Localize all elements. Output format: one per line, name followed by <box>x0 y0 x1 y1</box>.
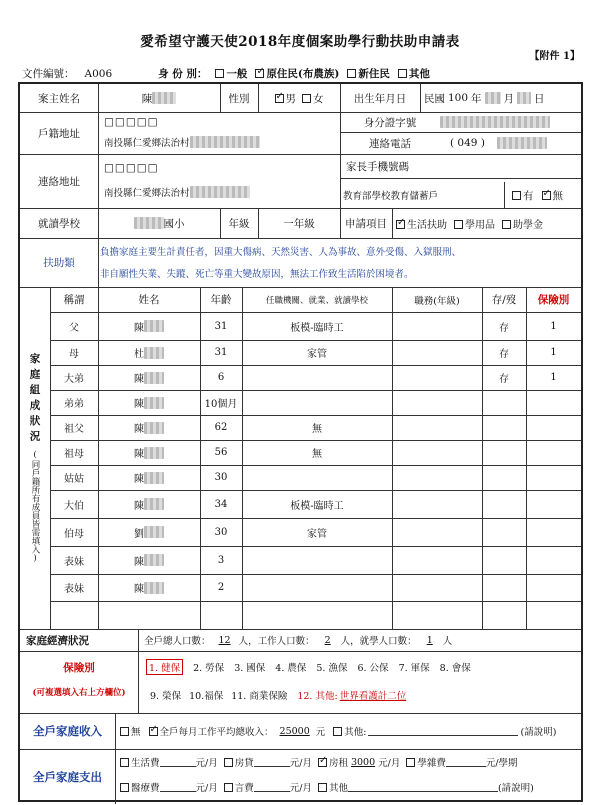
header-relation: 稱謂 <box>63 294 85 306</box>
edu-account-label: 教育部學校教育儲蓄戶 <box>343 191 439 202</box>
id-label: 身分證字號 <box>363 116 417 129</box>
checkbox[interactable] <box>120 758 129 767</box>
contact-address: 南投縣仁愛鄉法治村 <box>104 184 340 200</box>
checkbox[interactable] <box>398 69 407 78</box>
id-value <box>440 112 581 132</box>
gender-label: 性別 <box>228 92 250 105</box>
apply-living-aid[interactable]: ✓ 生活扶助 <box>396 216 447 231</box>
checkbox[interactable] <box>333 727 342 736</box>
redacted-name <box>144 526 164 538</box>
insurance-row-1: 1. 健保 2. 勞保 3. 國保 4. 農保 5. 漁保 6. 公保 7. 軍保 8. 會保 <box>146 656 576 678</box>
member-relation: 姑姑 <box>64 474 84 485</box>
member-position <box>392 574 482 601</box>
member-relation: 表妹 <box>64 584 84 595</box>
header-insurance: 保險別 <box>537 294 570 306</box>
expense-mortgage[interactable]: 房貸 <box>224 755 254 769</box>
checkbox[interactable] <box>224 783 233 792</box>
member-work: 家管 <box>307 349 327 360</box>
household-postal: □□□□□ <box>104 116 159 128</box>
member-work <box>242 574 392 601</box>
phone-label: 連絡電話 <box>369 137 411 150</box>
edu-none-option[interactable]: ✓ 無 <box>542 188 564 203</box>
household-address: 南投縣仁愛鄉法治村 <box>104 134 340 150</box>
checkbox-checked[interactable] <box>396 220 405 229</box>
economy-counts: 全戶總人口數： 12 人，工作人口數： 2 人，就學人口數： 1 人 <box>144 634 453 647</box>
member-alive: 存 <box>499 322 509 334</box>
member-name: 陳 <box>98 465 200 490</box>
redacted-name <box>144 422 164 434</box>
checkbox[interactable] <box>120 727 129 736</box>
header-name: 姓名 <box>138 294 160 306</box>
checkbox[interactable] <box>318 783 327 792</box>
income-monthly-value: 25000 <box>279 725 310 737</box>
grade-label: 年級 <box>228 217 250 230</box>
member-work <box>242 390 392 415</box>
checkbox-checked[interactable] <box>542 191 551 200</box>
member-relation: 父 <box>69 322 79 334</box>
member-position <box>392 340 482 365</box>
member-name: 陳 <box>98 390 200 415</box>
member-insurance <box>526 465 581 490</box>
identity-option-general[interactable]: 一般 <box>215 66 247 81</box>
expense-other[interactable]: 其他 <box>318 780 348 794</box>
checkbox[interactable] <box>406 758 415 767</box>
insurance-selected-health: 1. 健保 <box>146 659 183 675</box>
member-alive <box>482 440 526 465</box>
checkbox[interactable] <box>502 220 511 229</box>
header-age: 年齡 <box>210 294 232 306</box>
member-work <box>242 365 392 390</box>
member-relation: 伯母 <box>64 528 84 540</box>
member-name: 杜 <box>98 340 200 365</box>
aid-label: 扶助類 <box>43 257 75 269</box>
apply-label: 申請項目 <box>345 217 387 230</box>
member-position <box>392 390 482 415</box>
member-insurance: 1 <box>550 320 557 332</box>
header-position: 職務(年級) <box>414 295 460 307</box>
member-relation: 大弟 <box>64 374 84 385</box>
checkbox-checked[interactable] <box>149 727 158 736</box>
redacted-name <box>144 347 164 359</box>
member-alive: 存 <box>499 374 509 385</box>
income-options: 無 ✓ 全戶每月工作平均總收入： 25000 元 其他: (請說明) <box>120 713 580 749</box>
expense-row-1: 生活費 元/月 房貸 元/月 ✓ 房租 3000 元/月 學雜費 元/學期 <box>120 751 580 773</box>
member-insurance <box>526 490 581 518</box>
checkbox[interactable] <box>512 191 521 200</box>
member-alive <box>482 390 526 415</box>
school-label: 就讀學校 <box>38 217 80 230</box>
member-name: 劉 <box>98 518 200 546</box>
member-age: 30 <box>214 472 228 483</box>
member-age: 34 <box>214 498 228 510</box>
member-name: 陳 <box>98 546 200 574</box>
member-name: 陳 <box>98 365 200 390</box>
member-alive <box>482 546 526 574</box>
member-work <box>242 546 392 574</box>
income-monthly-option[interactable]: ✓ 全戶每月工作平均總收入： <box>149 724 274 738</box>
school-value: 國小 <box>98 208 220 238</box>
member-age: 31 <box>214 320 228 332</box>
member-age: 62 <box>214 422 228 433</box>
aid-text-1: 負擔家庭主要生計責任者，因重大傷病、天然災害、人為事故、意外受傷、入獄服刑、 <box>100 247 462 258</box>
edu-has-option[interactable]: 有 <box>512 188 534 203</box>
member-name: 陳 <box>98 574 200 601</box>
header-alive: 存/歿 <box>491 294 517 306</box>
expense-rent[interactable]: ✓ 房租 <box>318 755 348 769</box>
member-work: 家管 <box>307 528 327 540</box>
redacted-name <box>144 498 164 510</box>
member-relation: 祖父 <box>64 424 84 435</box>
edu-account-options <box>512 182 581 208</box>
phone-value: ( 049 ) <box>450 132 581 154</box>
name-value: 陳 <box>98 84 220 112</box>
contact-label: 連絡地址 <box>38 175 80 188</box>
checkbox-checked[interactable] <box>255 69 264 78</box>
expense-label: 全戶家庭支出 <box>33 769 102 784</box>
gender-options <box>258 84 340 112</box>
redacted-name <box>144 447 164 459</box>
application-form <box>18 82 583 802</box>
checkbox-checked[interactable] <box>318 758 327 767</box>
redacted-name <box>144 320 164 332</box>
member-age: 10個月 <box>204 399 238 410</box>
member-alive: 存 <box>499 349 509 360</box>
checkbox-checked[interactable] <box>275 94 284 103</box>
member-work: 無 <box>312 449 322 460</box>
member-position <box>392 312 482 340</box>
member-position <box>392 365 482 390</box>
member-age: 56 <box>214 447 228 458</box>
member-work <box>242 465 392 490</box>
economy-label: 家庭經濟狀況 <box>26 634 89 647</box>
identity-option-new-resident[interactable]: 新住民 <box>347 66 390 81</box>
redacted-name <box>144 372 164 384</box>
name-label: 案主姓名 <box>38 92 80 105</box>
gender-female-option[interactable]: 女 <box>302 91 324 106</box>
expense-lodging[interactable]: 言費 <box>224 780 254 794</box>
member-name: 陳 <box>98 440 200 465</box>
member-insurance <box>526 415 581 440</box>
checkbox[interactable] <box>347 69 356 78</box>
member-insurance: 1 <box>550 347 557 358</box>
member-position <box>392 490 482 518</box>
checkbox[interactable] <box>215 69 224 78</box>
apply-scholarship[interactable]: 助學金 <box>502 216 543 231</box>
member-insurance <box>526 574 581 601</box>
member-alive <box>482 518 526 546</box>
attachment-label: 【附件 1】 <box>529 51 580 62</box>
income-none-option[interactable]: 無 <box>120 724 141 738</box>
member-relation: 大伯 <box>64 500 84 512</box>
doc-info-line <box>22 66 582 81</box>
member-relation: 母 <box>69 349 79 360</box>
expense-tuition[interactable]: 學雜費 <box>406 755 446 769</box>
redacted-name <box>144 582 164 594</box>
member-alive <box>482 415 526 440</box>
checkbox[interactable] <box>120 783 129 792</box>
member-name: 陳 <box>98 490 200 518</box>
redacted-name <box>144 472 164 484</box>
identity-label: 身 份 別： <box>158 68 208 80</box>
member-age: 30 <box>214 526 228 538</box>
income-other-option[interactable]: 其他: <box>333 724 366 738</box>
form-title: 愛希望守護天使2018年度個案助學行動扶助申請表 <box>140 34 460 50</box>
redacted-name <box>144 397 164 409</box>
member-age: 6 <box>217 372 225 383</box>
member-alive <box>482 574 526 601</box>
birth-value: 民國 100 年 月 日 <box>424 92 545 105</box>
aid-text-2: 非自願性失業、失蹤、死亡等重大變故原因，無法工作致生活陷於困境者。 <box>100 269 414 280</box>
member-alive <box>482 490 526 518</box>
grade-value: 一年級 <box>283 217 315 230</box>
member-position <box>392 518 482 546</box>
member-position <box>392 465 482 490</box>
redacted-name <box>144 554 164 566</box>
gender-male-option[interactable]: ✓ 男 <box>275 91 297 106</box>
identity-option-other[interactable]: 其他 <box>398 66 430 81</box>
insurance-row-2: 9. 榮保 10.福保 11. 商業保險 12. 其他: 世界看護計二位 <box>150 684 580 706</box>
member-position <box>392 415 482 440</box>
apply-options <box>396 208 581 238</box>
checkbox[interactable] <box>454 220 463 229</box>
member-work: 無 <box>312 424 322 435</box>
apply-supplies[interactable]: 學用品 <box>454 216 495 231</box>
header-work: 任職機關、就業、就讀學校 <box>265 295 368 306</box>
expense-living[interactable]: 生活費 <box>120 755 160 769</box>
member-insurance <box>526 390 581 415</box>
contact-postal: □□□□□ <box>104 162 159 174</box>
insurance-other-value: 世界看護計二位 <box>339 691 407 702</box>
member-insurance <box>526 518 581 546</box>
checkbox[interactable] <box>224 758 233 767</box>
identity-option-indigenous[interactable]: ✓ 原住民(布農族) <box>255 66 339 81</box>
household-label: 戶籍地址 <box>38 127 80 140</box>
expense-row-2: 醫療費 元/月 言費 元/月 其他 (請說明) <box>120 776 580 798</box>
member-insurance: 1 <box>550 372 557 383</box>
insurance-note: (可複選填入右上方欄位) <box>32 688 126 698</box>
doc-number-value: A006 <box>84 67 113 80</box>
doc-number-label: 文件編號： <box>22 68 75 80</box>
member-alive <box>482 465 526 490</box>
parent-mobile-label: 家長手機號碼 <box>346 160 409 173</box>
expense-rent-value: 3000 <box>350 756 376 768</box>
member-insurance <box>526 440 581 465</box>
member-work: 板模-臨時工 <box>290 322 344 334</box>
member-age: 31 <box>214 347 228 358</box>
member-relation: 祖母 <box>64 449 84 460</box>
birth-label: 出生年月日 <box>353 92 407 105</box>
member-position <box>392 546 482 574</box>
member-work: 板模-臨時工 <box>290 500 344 512</box>
income-label: 全戶家庭收入 <box>33 724 102 738</box>
member-name: 陳 <box>98 312 200 340</box>
family-section-label: 家庭組成狀況 (同戶籍所有成員皆需填入) <box>28 352 41 564</box>
insurance-label: 保險別 <box>63 661 95 674</box>
member-age: 2 <box>217 582 225 593</box>
member-insurance <box>526 546 581 574</box>
expense-medical[interactable]: 醫療費 <box>120 780 160 794</box>
member-relation: 弟弟 <box>64 399 84 410</box>
member-name: 陳 <box>98 415 200 440</box>
member-relation: 表妹 <box>64 556 84 568</box>
member-age: 3 <box>217 554 225 566</box>
member-position <box>392 440 482 465</box>
checkbox[interactable] <box>302 94 311 103</box>
